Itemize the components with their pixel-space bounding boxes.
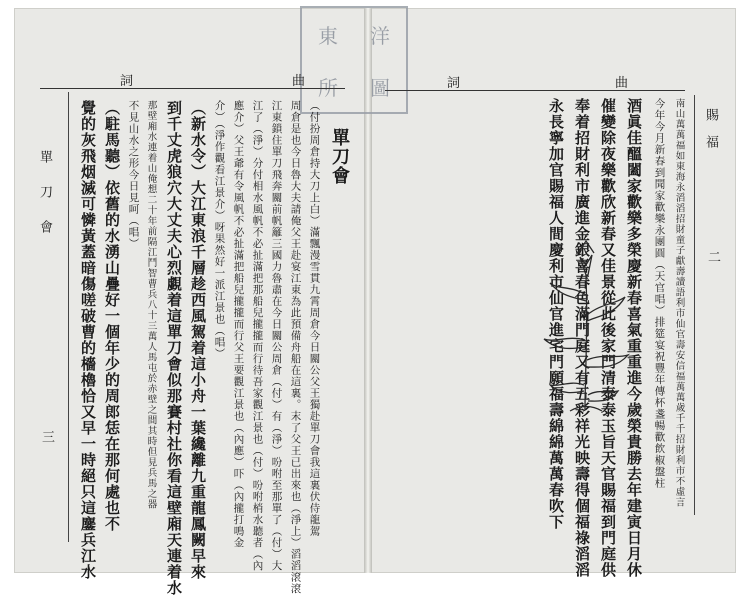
margin-rule: [694, 95, 695, 515]
library-seal-stamp: 東 洋 所 圖: [300, 6, 408, 114]
header-rule: [385, 90, 685, 91]
text-column: 江東鎖住單刀飛奔關前帆籬三國力魯肅在今日關公周倉（付）有（淨）吩咐至那單了（付）大: [270, 100, 283, 572]
lyric-column: 酒眞佳醞闔家歡樂多榮慶新春喜氣重重進今歲榮貴勝去年建寅日月休: [625, 98, 643, 578]
text-column: （付扮周倉持大刀上白）滿飄漫雪貫九霄周倉今日關公父王獨赴單刀會我這裏伏侍龍駕: [308, 100, 321, 537]
lyric-column: 奉着招財利市廣進金銀喜春色滿門庭又有五彩祥光映壽得個福祿滔滔: [573, 98, 591, 578]
text-column: 今年今月新春到聞家歡樂永團圓（天官唱）排筵宴祝豐年傳杯盞暢歡飲椒盤柱: [653, 98, 666, 489]
running-head-ci: 詞: [120, 74, 134, 89]
lyric-column: 到千丈虎狼穴大丈夫心烈覷着這單刀會似那賽村社你看這壁廂天連着水: [165, 100, 183, 596]
text-column: 不見山水之形今日見呵（唱）: [127, 100, 140, 250]
running-head-qu: 曲: [615, 76, 629, 91]
running-head-qu: 曲: [292, 74, 306, 89]
flower-illustration: [530, 235, 640, 415]
lyric-column: 永長寧加官賜福人間慶利市仙官進宅門願福壽綿綿萬萬春吹下: [547, 98, 565, 530]
play-title: 單刀會: [329, 128, 350, 185]
text-column: 應介）父王爺有令風帆不必扯滿把船兒攏攏而行父王要觀江景也（內應）吓（內攏打鳴金: [232, 100, 245, 549]
lyric-column: 覺的灰飛烟滅可憐黃蓋暗傷嗟破曹的檣櫓恰又早一時絕只這鏖兵江水: [79, 100, 97, 580]
lyric-column: （駐馬聽）依舊的水湧山疊好一個年少的周郎恁在那何處也不: [103, 100, 121, 532]
text-column: 南山萬萬福如東海永滔滔招財童子獻壽讀語利市仙官壽安信福萬萬歲千千招財利市不虛言: [673, 98, 685, 508]
running-head-ci: 詞: [447, 76, 461, 91]
text-column: 那壁廂水連着山俺想二十年前隔江鬥智曹兵八十三萬人馬屯於赤壁之間其時但見兵馬之器: [145, 100, 157, 510]
text-column: 周倉是也今日魯大夫請俺父王赴宴江東為此預備舟船在這裏。末了父王已出來也（淨上）滔滔滾滾: [289, 100, 302, 595]
lyric-column: （新水令）大江東浪千層趁西風駕着這小舟一葉纔離九重龍鳳闕早來: [189, 100, 207, 580]
footer-title: 單刀會: [37, 150, 52, 255]
header-rule: [40, 88, 345, 89]
margin-rule: [68, 92, 69, 542]
lyric-column: 催變除夜樂歡欣新春又佳景從此後家門清泰泰玉旨天官賜福到門庭供: [599, 98, 617, 578]
page-number: 二: [705, 250, 720, 264]
text-column: 江了（淨）分付相水風帆不必扯滿把那船兒攏攏而行待吾家觀江景也（付）吩咐梢水聽者（內: [251, 100, 264, 572]
text-column: 介）（淨作觀看江景介）呀果然好一派江景也（唱）: [213, 100, 226, 360]
page-number: 三: [39, 430, 54, 444]
play-title: 賜福: [703, 108, 718, 162]
